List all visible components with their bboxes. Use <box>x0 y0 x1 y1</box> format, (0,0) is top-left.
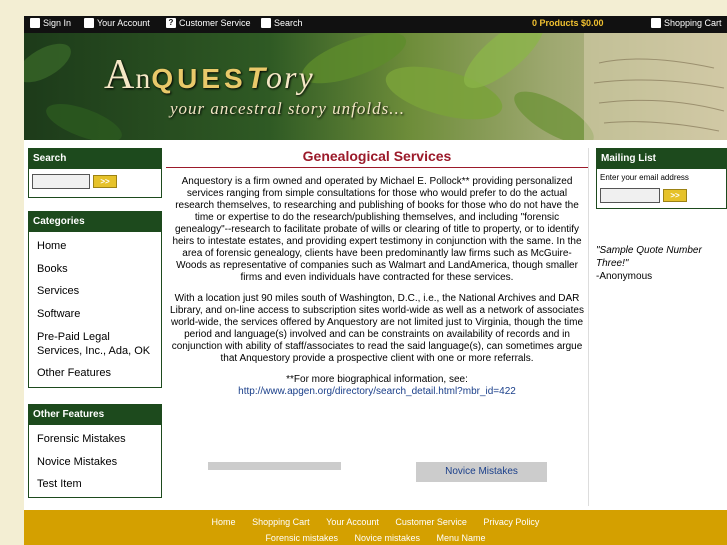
customer-service-label: Customer Service <box>179 18 251 28</box>
logo-letter-n: n <box>135 62 152 95</box>
logo-ory: ory <box>266 59 315 95</box>
search-icon <box>261 18 271 28</box>
your-account-label: Your Account <box>97 18 150 28</box>
footer-customer-service[interactable]: Customer Service <box>395 517 467 527</box>
quote-author: -Anonymous <box>596 271 653 282</box>
customer-service-link[interactable] <box>166 18 251 28</box>
quote-block <box>596 244 727 283</box>
feature-forensic-mistakes[interactable]: Forensic Mistakes <box>37 433 126 445</box>
category-prepaid-legal[interactable]: Pre-Paid Legal Services, Inc., Ada, OK <box>37 331 151 357</box>
footer-forensic-mistakes[interactable]: Forensic mistakes <box>265 533 338 543</box>
header-banner <box>24 33 727 140</box>
sign-in-link[interactable] <box>30 18 71 28</box>
account-icon <box>84 18 94 28</box>
help-icon: ? <box>166 18 176 28</box>
quote-text: "Sample Quote Number Three!" <box>596 245 702 269</box>
categories-box <box>28 211 162 388</box>
categories-title: Categories <box>29 212 161 232</box>
page-body <box>24 140 727 510</box>
mailing-list-box <box>596 148 727 209</box>
category-home[interactable]: Home <box>37 240 67 252</box>
tagline: your ancestral story unfolds... <box>170 99 405 118</box>
category-other-features[interactable]: Other Features <box>37 367 111 379</box>
intro-paragraph: Anquestory is a firm owned and operated by Michael E. Pollock** providing personalized services ranging from simple consultations for those who would prefer to do the actual research themselves, to researching and publishing of books for those who do not have the time or expertise to do the research/publishing themselves, and including "forensic genealogy"--research to facilitate probate of wills or clearing of title to property, or to identify heirs to intestate estates, and providing expert testimony in conjunction with the same. In the area of forensic genealogy, clients have been predominantly law firms such as McGuire-Woods as representative of companies such as Walmart and LandAmerica, though smaller firms and even individuals have contracted for these services. <box>172 176 582 283</box>
bio-link-row <box>168 386 586 398</box>
bio-link[interactable]: http://www.apgen.org/directory/search_detail.html?mbr_id=422 <box>238 386 516 397</box>
next-page-button[interactable]: Novice Mistakes <box>416 462 547 482</box>
search-go-button[interactable]: >> <box>93 175 117 188</box>
category-books[interactable]: Books <box>37 263 68 275</box>
location-paragraph: With a location just 90 miles south of Washington, D.C., i.e., the National Archives and DAR Library, and on-line access to subscription sites world-wide as well as a network of associates world-wide, the services offered by Anquestory are not limited just to Virginia, though the time period and language(s) involved and can be constraints on availability of records and in conjunction with ability of staff/associates to read the said language(s), can sometimes argue that Anquestory provide a prospective client with one or more referrals. <box>170 293 584 364</box>
footer-novice-mistakes[interactable]: Novice mistakes <box>354 533 421 543</box>
footer-your-account[interactable]: Your Account <box>326 517 379 527</box>
search-box <box>28 148 162 198</box>
footer-privacy-policy[interactable]: Privacy Policy <box>483 517 540 527</box>
site-logo[interactable] <box>104 51 315 99</box>
search-label: Search <box>274 18 303 28</box>
search-box-title: Search <box>29 149 161 169</box>
mailing-list-title: Mailing List <box>597 149 726 169</box>
page-title: Genealogical Services <box>166 148 588 168</box>
logo-letter-a: A <box>104 52 136 98</box>
logo-quest: QUES <box>151 63 247 94</box>
right-column <box>596 148 727 209</box>
footer-menu-name[interactable]: Menu Name <box>436 533 486 543</box>
email-field[interactable] <box>600 188 660 203</box>
feature-test-item[interactable]: Test Item <box>37 478 82 490</box>
other-features-box <box>28 404 162 498</box>
footer-shopping-cart[interactable]: Shopping Cart <box>252 517 310 527</box>
other-features-title: Other Features <box>29 405 161 425</box>
category-services[interactable]: Services <box>37 285 80 297</box>
footer-home[interactable]: Home <box>211 517 236 527</box>
mailing-go-button[interactable]: >> <box>663 189 687 202</box>
your-account-link[interactable] <box>84 18 150 28</box>
previous-page-bar[interactable] <box>208 462 341 470</box>
sign-in-label: Sign In <box>43 18 72 28</box>
category-software[interactable]: Software <box>37 308 81 320</box>
search-link[interactable] <box>261 18 303 28</box>
top-bar <box>24 16 727 33</box>
footer <box>24 510 727 545</box>
logo-letter-t: T <box>246 62 267 95</box>
shopping-cart-link[interactable] <box>651 18 722 28</box>
search-input[interactable] <box>32 174 90 189</box>
mailing-prompt: Enter your email address <box>600 173 689 182</box>
sign-in-icon <box>30 18 40 28</box>
cart-icon <box>651 18 661 28</box>
cart-summary: 0 Products $0.00 <box>532 18 604 28</box>
shopping-cart-label: Shopping Cart <box>664 18 722 28</box>
bio-note: **For more biographical information, see: <box>286 374 468 385</box>
feature-novice-mistakes[interactable]: Novice Mistakes <box>37 456 118 468</box>
main-content <box>166 148 589 506</box>
